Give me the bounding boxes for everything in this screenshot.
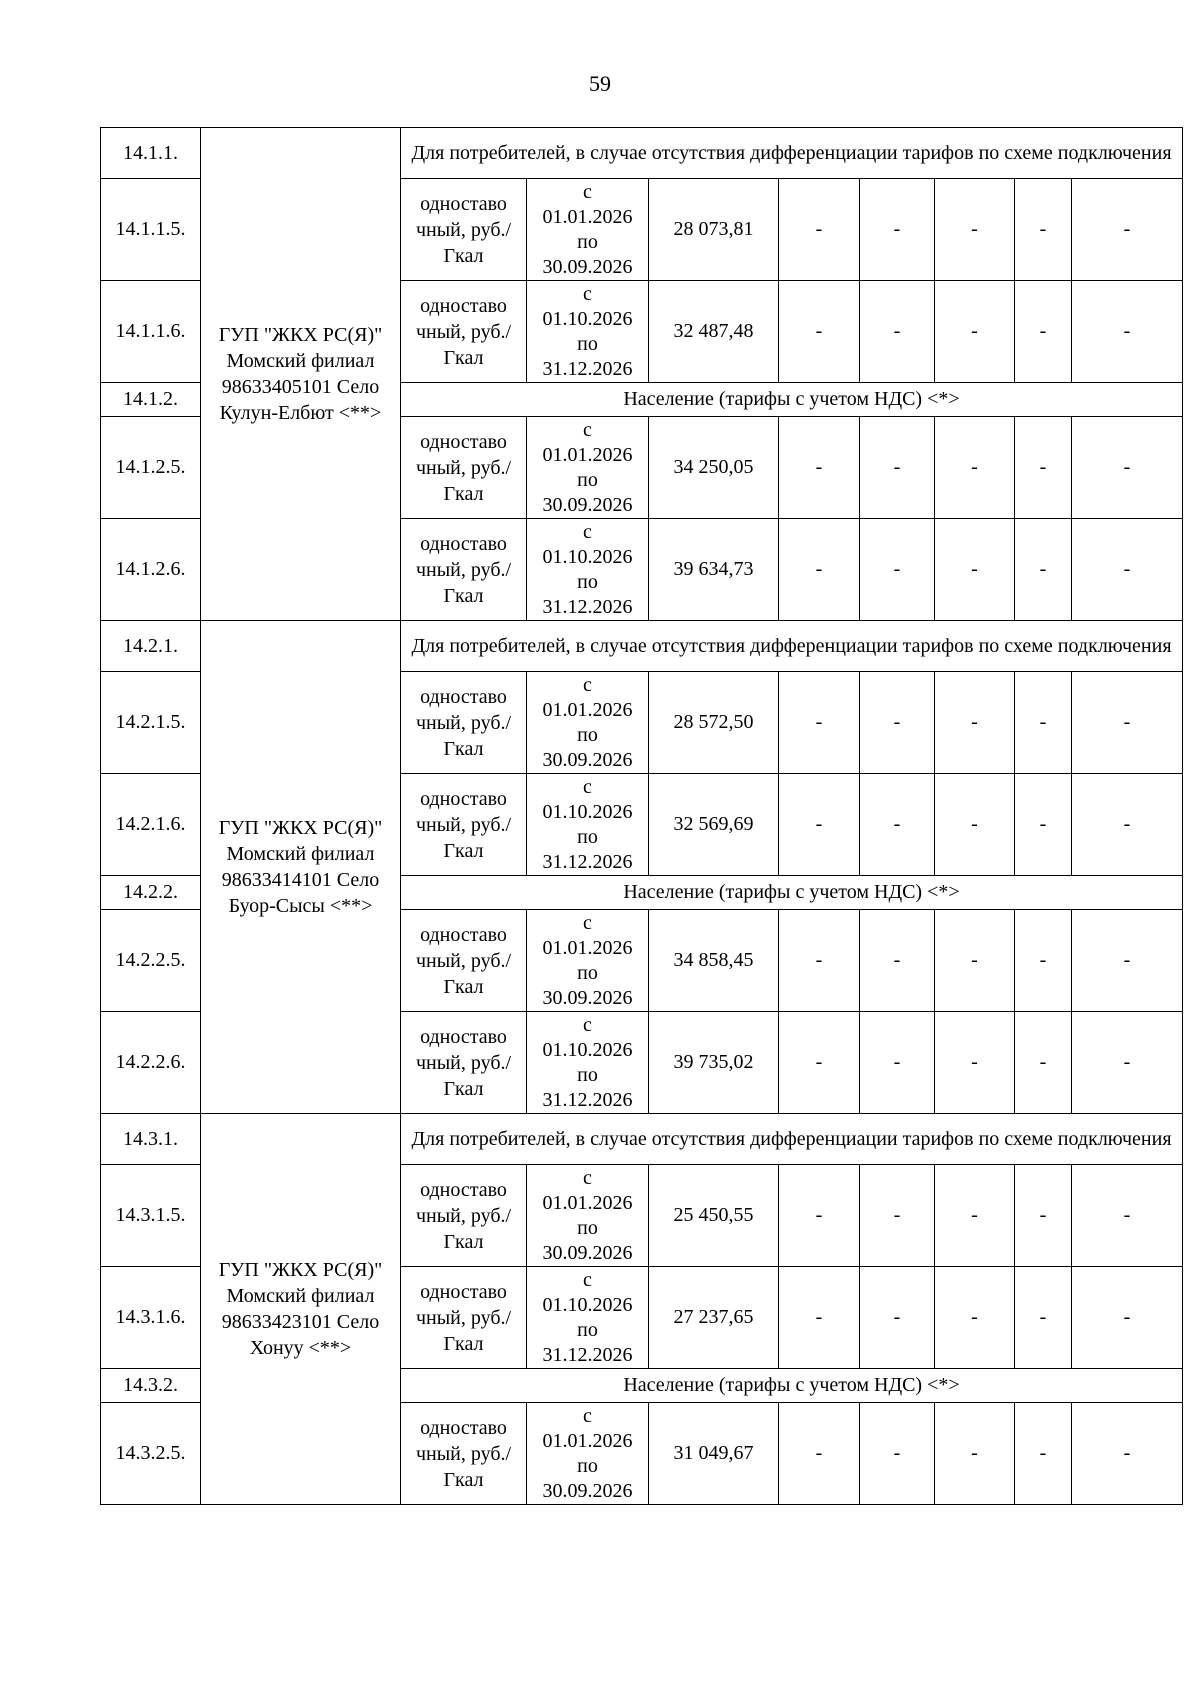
empty-value-dash: -: [860, 1403, 935, 1505]
period-cell: [527, 1267, 649, 1369]
date-from: 01.10.2026: [542, 545, 633, 568]
date-from: 01.10.2026: [542, 1038, 633, 1061]
empty-value-dash: -: [935, 179, 1015, 281]
tariff-value: 25 450,55: [649, 1165, 779, 1267]
tariff-type: одноставо чный, руб./Гкал: [401, 1403, 527, 1505]
empty-value-dash: -: [1072, 281, 1183, 383]
date-from: 01.10.2026: [542, 307, 633, 330]
page-number: 59: [589, 71, 611, 96]
empty-value-dash: -: [1015, 417, 1072, 519]
tariff-type: одноставо чный, руб./Гкал: [401, 179, 527, 281]
period-word: по: [577, 1454, 598, 1477]
consumers-header: Для потребителей, в случае отсутствия дифференциации тарифов по схеме подключения: [401, 128, 1183, 179]
date-to: 31.12.2026: [542, 850, 633, 873]
row-code: 14.2.2.5.: [101, 910, 201, 1012]
empty-value-dash: -: [935, 910, 1015, 1012]
date-from: 01.01.2026: [542, 936, 633, 959]
tariff-value: 28 073,81: [649, 179, 779, 281]
section-code: 14.2.1.: [101, 621, 201, 672]
date-to: 31.12.2026: [542, 1088, 633, 1111]
tariff-value: 27 237,65: [649, 1267, 779, 1369]
row-code: 14.1.1.6.: [101, 281, 201, 383]
row-code: 14.3.2.5.: [101, 1403, 201, 1505]
empty-value-dash: -: [1015, 1267, 1072, 1369]
empty-value-dash: -: [1072, 774, 1183, 876]
period-cell: [527, 672, 649, 774]
period-cell: [527, 1165, 649, 1267]
section-code: 14.3.2.: [101, 1369, 201, 1403]
organization-cell: ГУП "ЖКХ РС(Я)" Момский филиал 98633405101 Село Кулун-Елбют <**>: [201, 128, 401, 621]
consumers-header: Для потребителей, в случае отсутствия дифференциации тарифов по схеме подключения: [401, 621, 1183, 672]
period-cell: [527, 1012, 649, 1114]
section-code: 14.3.1.: [101, 1114, 201, 1165]
date-to: 31.12.2026: [542, 357, 633, 380]
tariff-type: одноставо чный, руб./Гкал: [401, 1267, 527, 1369]
empty-value-dash: -: [935, 1165, 1015, 1267]
tariff-value: 31 049,67: [649, 1403, 779, 1505]
date-from: 01.01.2026: [542, 1429, 633, 1452]
empty-value-dash: -: [860, 1165, 935, 1267]
row-code: 14.2.1.6.: [101, 774, 201, 876]
tariff-value: 32 569,69: [649, 774, 779, 876]
section-code: 14.2.2.: [101, 876, 201, 910]
empty-value-dash: -: [1072, 1165, 1183, 1267]
empty-value-dash: -: [779, 1012, 860, 1114]
period-word: по: [577, 825, 598, 848]
row-code: 14.1.1.5.: [101, 179, 201, 281]
empty-value-dash: -: [935, 281, 1015, 383]
period-word: с: [583, 1268, 592, 1291]
period-cell: [527, 417, 649, 519]
empty-value-dash: -: [1015, 281, 1072, 383]
empty-value-dash: -: [935, 1267, 1015, 1369]
empty-value-dash: -: [1072, 519, 1183, 621]
empty-value-dash: -: [860, 1267, 935, 1369]
date-from: 01.01.2026: [542, 443, 633, 466]
empty-value-dash: -: [860, 417, 935, 519]
tariff-value: 32 487,48: [649, 281, 779, 383]
period-cell: [527, 281, 649, 383]
tariff-value: 39 735,02: [649, 1012, 779, 1114]
empty-value-dash: -: [1015, 1403, 1072, 1505]
empty-value-dash: -: [779, 774, 860, 876]
date-from: 01.01.2026: [542, 698, 633, 721]
empty-value-dash: -: [779, 672, 860, 774]
empty-value-dash: -: [779, 910, 860, 1012]
period-word: с: [583, 1404, 592, 1427]
empty-value-dash: -: [779, 281, 860, 383]
date-to: 30.09.2026: [542, 1479, 633, 1502]
population-header: Население (тарифы с учетом НДС) <*>: [401, 383, 1183, 417]
empty-value-dash: -: [860, 519, 935, 621]
period-word: с: [583, 1013, 592, 1036]
tariff-value: 39 634,73: [649, 519, 779, 621]
empty-value-dash: -: [1072, 417, 1183, 519]
empty-value-dash: -: [1015, 774, 1072, 876]
date-from: 01.10.2026: [542, 1293, 633, 1316]
period-cell: [527, 1403, 649, 1505]
empty-value-dash: -: [779, 1267, 860, 1369]
tariff-type: одноставо чный, руб./Гкал: [401, 672, 527, 774]
tariff-type: одноставо чный, руб./Гкал: [401, 519, 527, 621]
tariff-type: одноставо чный, руб./Гкал: [401, 774, 527, 876]
date-to: 31.12.2026: [542, 1343, 633, 1366]
period-word: по: [577, 570, 598, 593]
population-header: Население (тарифы с учетом НДС) <*>: [401, 1369, 1183, 1403]
tariff-table: [100, 127, 1183, 1505]
tariff-type: одноставо чный, руб./Гкал: [401, 417, 527, 519]
period-cell: [527, 910, 649, 1012]
table-row: [101, 128, 1183, 179]
empty-value-dash: -: [935, 519, 1015, 621]
empty-value-dash: -: [860, 1012, 935, 1114]
tariff-value: 28 572,50: [649, 672, 779, 774]
period-cell: [527, 179, 649, 281]
row-code: 14.2.1.5.: [101, 672, 201, 774]
empty-value-dash: -: [1072, 1403, 1183, 1505]
empty-value-dash: -: [779, 1403, 860, 1505]
period-word: по: [577, 1216, 598, 1239]
empty-value-dash: -: [1072, 1267, 1183, 1369]
period-cell: [527, 519, 649, 621]
empty-value-dash: -: [1015, 910, 1072, 1012]
date-to: 30.09.2026: [542, 748, 633, 771]
empty-value-dash: -: [860, 281, 935, 383]
population-header: Население (тарифы с учетом НДС) <*>: [401, 876, 1183, 910]
table-row: [101, 1114, 1183, 1165]
empty-value-dash: -: [1072, 1012, 1183, 1114]
empty-value-dash: -: [1072, 672, 1183, 774]
period-word: с: [583, 282, 592, 305]
empty-value-dash: -: [935, 417, 1015, 519]
period-word: по: [577, 961, 598, 984]
empty-value-dash: -: [1072, 179, 1183, 281]
date-from: 01.01.2026: [542, 205, 633, 228]
row-code: 14.3.1.5.: [101, 1165, 201, 1267]
empty-value-dash: -: [860, 179, 935, 281]
empty-value-dash: -: [779, 417, 860, 519]
empty-value-dash: -: [779, 179, 860, 281]
tariff-value: 34 250,05: [649, 417, 779, 519]
tariff-type: одноставо чный, руб./Гкал: [401, 1012, 527, 1114]
empty-value-dash: -: [860, 672, 935, 774]
row-code: 14.1.2.6.: [101, 519, 201, 621]
empty-value-dash: -: [1072, 910, 1183, 1012]
period-word: с: [583, 418, 592, 441]
empty-value-dash: -: [860, 910, 935, 1012]
tariff-type: одноставо чный, руб./Гкал: [401, 910, 527, 1012]
organization-cell: ГУП "ЖКХ РС(Я)" Момский филиал 98633414101 Село Буор-Сысы <**>: [201, 621, 401, 1114]
empty-value-dash: -: [935, 774, 1015, 876]
empty-value-dash: -: [779, 1165, 860, 1267]
empty-value-dash: -: [935, 672, 1015, 774]
date-from: 01.01.2026: [542, 1191, 633, 1214]
date-to: 30.09.2026: [542, 255, 633, 278]
period-cell: [527, 774, 649, 876]
period-word: по: [577, 468, 598, 491]
period-word: по: [577, 332, 598, 355]
empty-value-dash: -: [935, 1403, 1015, 1505]
table-row: [101, 621, 1183, 672]
period-word: по: [577, 230, 598, 253]
consumers-header: Для потребителей, в случае отсутствия дифференциации тарифов по схеме подключения: [401, 1114, 1183, 1165]
empty-value-dash: -: [860, 774, 935, 876]
empty-value-dash: -: [1015, 519, 1072, 621]
row-code: 14.3.1.6.: [101, 1267, 201, 1369]
period-word: с: [583, 180, 592, 203]
tariff-type: одноставо чный, руб./Гкал: [401, 1165, 527, 1267]
tariff-type: одноставо чный, руб./Гкал: [401, 281, 527, 383]
row-code: 14.2.2.6.: [101, 1012, 201, 1114]
date-to: 31.12.2026: [542, 595, 633, 618]
period-word: с: [583, 911, 592, 934]
tariff-value: 34 858,45: [649, 910, 779, 1012]
empty-value-dash: -: [779, 519, 860, 621]
period-word: с: [583, 1166, 592, 1189]
row-code: 14.1.2.5.: [101, 417, 201, 519]
period-word: с: [583, 775, 592, 798]
date-to: 30.09.2026: [542, 986, 633, 1009]
empty-value-dash: -: [935, 1012, 1015, 1114]
section-code: 14.1.2.: [101, 383, 201, 417]
organization-cell: ГУП "ЖКХ РС(Я)" Момский филиал 98633423101 Село Хонуу <**>: [201, 1114, 401, 1505]
empty-value-dash: -: [1015, 672, 1072, 774]
date-from: 01.10.2026: [542, 800, 633, 823]
period-word: по: [577, 1318, 598, 1341]
empty-value-dash: -: [1015, 1012, 1072, 1114]
section-code: 14.1.1.: [101, 128, 201, 179]
period-word: с: [583, 520, 592, 543]
date-to: 30.09.2026: [542, 1241, 633, 1264]
period-word: по: [577, 723, 598, 746]
period-word: с: [583, 673, 592, 696]
period-word: по: [577, 1063, 598, 1086]
empty-value-dash: -: [1015, 179, 1072, 281]
date-to: 30.09.2026: [542, 493, 633, 516]
empty-value-dash: -: [1015, 1165, 1072, 1267]
